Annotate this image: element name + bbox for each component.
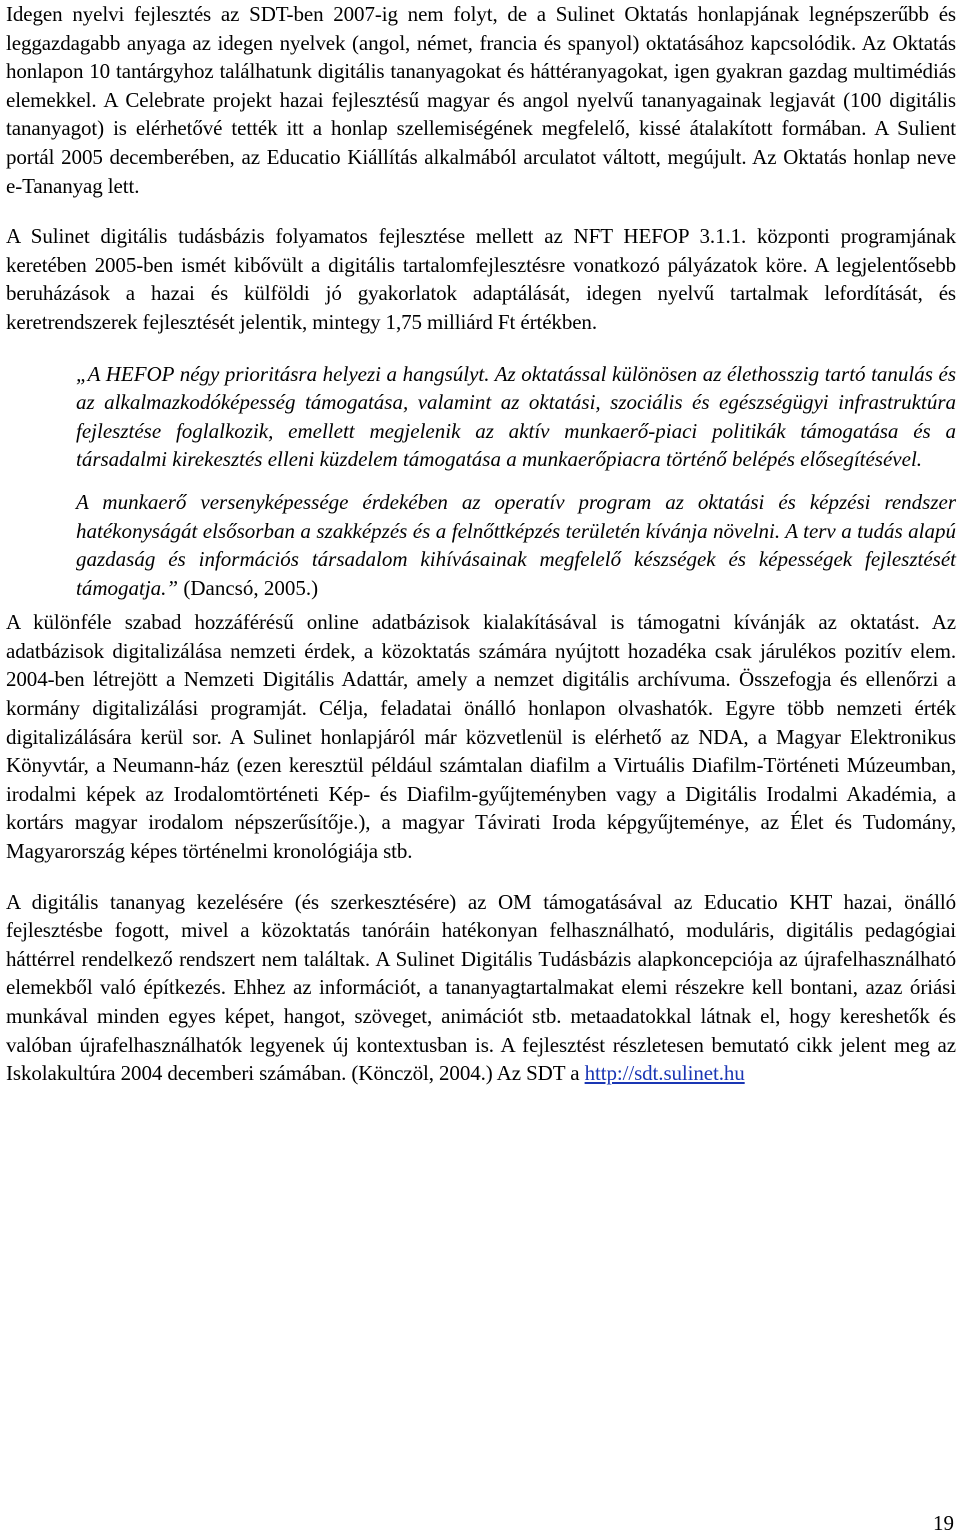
quote-workforce-competitiveness	[6, 488, 956, 602]
page-number: 19	[933, 1511, 954, 1535]
paragraph-online-databases: A különféle szabad hozzáférésű online adatbázisok kialakításával is támogatni kívánják az oktatást. Az adatbázisok digitalizálása nemzeti érdek, a közoktatás számára nyújtott hozadéka csak járulékos pozitív elem. 2004-ben létrejött a Nemzeti Digitális Adattár, amely a nemzet digitális archívuma. Összefogja és ellenőrzi a kormány digitalizálási programját. Célja, feladatai önálló honlapon olvashatók. Egyre több nemzeti érték digitalizálására kerül sor. A Sulinet honlapjáról már közvetlenül is elérhető az NDA, a Magyar Elektronikus Könyvtár, a Neumann-ház (ezen keresztül például számtalan diafilm a Virtuális Diafilm-Történeti Múzeumban, irodalmi képek az Irodalomtörténeti Kép- és Diafilm-gyűjteményben vagy a Digitális Irodalmi Akadémia, a kortárs magyar irodalom népszerűsítője.), a magyar Távirati Iroda képgyűjteménye, az Élet és Tudomány, Magyarország képes történelmi kronológiája stb.	[6, 610, 956, 864]
paragraph-text-before-link: A digitális tananyag kezelésére (és szerkesztésére) az OM támogatásával az Educatio KHT hazai, önálló fejlesztésbe fogott, mivel a közoktatás tanóráin hatékonyan felhasználható, moduláris, digitális pedagógiai háttérrel rendelkező rendszert nem találtak. A Sulinet Digitális Tudásbázis alapkoncepciója az újrafelhasználható elemekből való építkezés. Ehhez az információt, a tananyagtartalmakat elemi részekre kell bontani, azaz óriási munkával minden egyes képet, hangot, szöveget, animációt stb. metaadatokkal látnak el, hogy kereshetők és valóban újrafelhasználhatók legyenek új kontextusban is. A fejlesztést részletesen bemutató cikk jelent meg az Iskolakultúra 2004 decemberi számában. (Könczöl, 2004.) Az SDT a	[6, 889, 956, 1086]
quote-hefop-priorities: „A HEFOP négy prioritásra helyezi a hangsúlyt. Az oktatással különösen az élethosszig tartó tanulás és az alkalmazkodóképesség támogatása, valamint az oktatási, szociális és egészségügyi infrastruktúra fejlesztése foglalkozik, emellett megjelenik az aktív munkaerő-piaci politikák támogatása és a társadalmi kirekesztés elleni küzdelem támogatása a munkaerőpiacra történő belépés elősegítésével.	[76, 361, 956, 472]
paragraph-foreign-language-development: Idegen nyelvi fejlesztés az SDT-ben 2007-ig nem folyt, de a Sulinet Oktatás honlapjának legnépszerűbb és leggazdagabb anyaga az idegen nyelvek (angol, német, francia és spanyol) oktatásához kapcsolódik. Az Oktatás honlapon 10 tantárgyhoz találhatunk digitális tananyagokat és háttéranyagokat, igen gyakran gazdag multimédiás elemekkel. A Celebrate projekt hazai fejlesztésű magyar és angol nyelvű tananyagainak legjavát (100 digitális tananyagot) is elérhetővé tették itt a honlap szellemiségének megfelelő, kissé átalakított formában. A Sulient portál 2005 decemberében, az Educatio Kiállítás alkalmából arculatot váltott, megújult. Az Oktatás honlap neve e-Tananyag lett.	[6, 2, 956, 198]
document-body	[6, 0, 956, 1088]
paragraph-digital-curriculum	[6, 888, 956, 1088]
quote-citation: (Dancsó, 2005.)	[178, 575, 319, 600]
paragraph-hefop-development: A Sulinet digitális tudásbázis folyamatos fejlesztése mellett az NFT HEFOP 3.1.1. központi programjának keretében 2005-ben ismét kibővült a digitális tartalomfejlesztésre vonatkozó pályázatok köre. A legjelentősebb beruházások a hazai és külföldi jó gyakorlatok adaptálását, idegen nyelvű tartalmak lefordítását, és keretrendszerek fejlesztését jelentik, mintegy 1,75 milliárd Ft értékben.	[6, 224, 956, 334]
sdt-sulinet-link[interactable]: http://sdt.sulinet.hu	[584, 1061, 745, 1086]
quote-text: A munkaerő versenyképessége érdekében az operatív program az oktatási és képzési rendszer hatékonyságát elsősorban a szakképzés és a felnőttképzés területén kívánja növelni. A terv a tudás alapú gazdaság és információs társadalom kihívásainak megfelelő készségek és képességek fejlesztését támogatja.”	[76, 489, 956, 600]
